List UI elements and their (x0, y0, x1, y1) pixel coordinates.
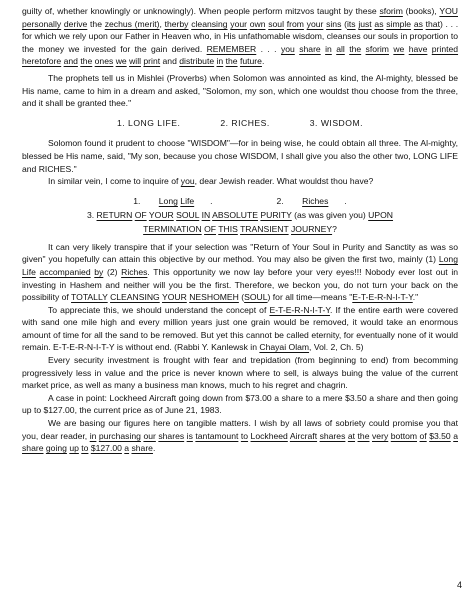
choices-list (22, 117, 458, 130)
choice-wisdom: 3. WISDOM. (309, 117, 363, 128)
paragraph-lockheed-case: A case in point: Lockheed Aircraft going down from $73.00 a share to a mere $3.50 a share and then going up to $127.00, the current price as of June 21, 1983. (22, 392, 458, 416)
reader-choice-return-soul: 3. RETURN OF YOUR SOUL IN ABSOLUTE PURITY (as was given you) UPON TERMINATION OF THIS TRANSIENT JOURNEY? (86, 209, 394, 234)
reader-choice-riches: 2. Riches . (276, 195, 347, 206)
paragraph-sforim: guilty of, whether knowlingly or unknowingly). When people perform mitzvos taught by these sforim (books), YOU personally derive the zechus (merit), therby cleansing your own soul from your sins (its just as simple as that) . . . for which we rely upon our Father in Heaven who, in His unfathomable wisdom, cleanses our souls in proportion to the money we invested for the gain derived. REMEMBER . . . you share in all the sforim we have printed heretofore and the ones we will print and distribute in the future. (22, 6, 459, 67)
reader-choice-long-life: 1. Long Life . (133, 195, 213, 206)
paragraph-solomon-wisdom: Solomon found it prudent to choose "WISDOM"—for in being wise, he could obtain all three. The Al-mighty, blessed be His name, said, "My son, because you chose WISDOM, I shall give you also the other two, LONG LIFE and RICHES." (22, 138, 458, 174)
paragraph-eternity: To appreciate this, we should understand the concept of E-T-E-R-N-I-T-Y. If the entire earth were covered with sand one mile high and every million years just one grain would be removed, it would take an enormous amount of time for all the sand to be removed. But yet this cannot be called eternity, for eventually none of it would remain. E-T-E-R-N-I-T-Y is without end. (Rabbi Y. Kanlewsk in Chayai Olam, Vol. 2, Ch. 5) (22, 304, 458, 353)
paragraph-objective: It can very likely transpire that if your selection was "Return of Your Soul in Purity and Sanctity as was so given" you hopefully can attain this objective by our method. You may also be given the first two, mainly (1) Long Life accompanied by (2) Riches. This opportunity we now lay before your very eyes!!! Nobody ever lost out in investing in Hashem and neither will you be the first. Therefore, we beckon you, do not turn your back on the possibility of TOTALLY CLEANSING YOUR NESHOMEH (SOUL) for all time—means "E-T-E-R-N-I-T-Y." (22, 241, 459, 303)
paragraph-inquiry: In similar vein, I come to inquire of you, dear Jewish reader. What wouldst thou have? (48, 176, 374, 187)
choice-long-life: 1. LONG LIFE. (117, 117, 181, 128)
paragraph-figures: We are basing our figures here on tangible matters. I wish by all laws of sobriety could promise you that you, dear reader, in purchasing our shares is tantamount to Lockheed Aircraft shares at the very bottom of $3.50 a share going up to $127.00 a share. (22, 418, 458, 454)
reader-choices-list (22, 194, 458, 236)
page-number: 4 (456, 580, 462, 591)
choice-riches: 2. RICHES. (220, 117, 270, 128)
paragraph-solomon-dream: The prophets tell us in Mishlei (Proverbs) when Solomon was annointed as kind, the Al-mighty, blessed be His name, came to him in a dream and asked, "Solomon, my son, which one wouldst thou choose from the three, and it shall be granted thee." (22, 72, 458, 109)
paragraph-security-investment: Every security investment is frought with fear and trepidation (from beginning to end) from becomming progressively less in value and the price is never known where to sell, is always buing the value of the current market price, as well as many a business man knows, much to his regret and chagrin. (22, 355, 458, 391)
